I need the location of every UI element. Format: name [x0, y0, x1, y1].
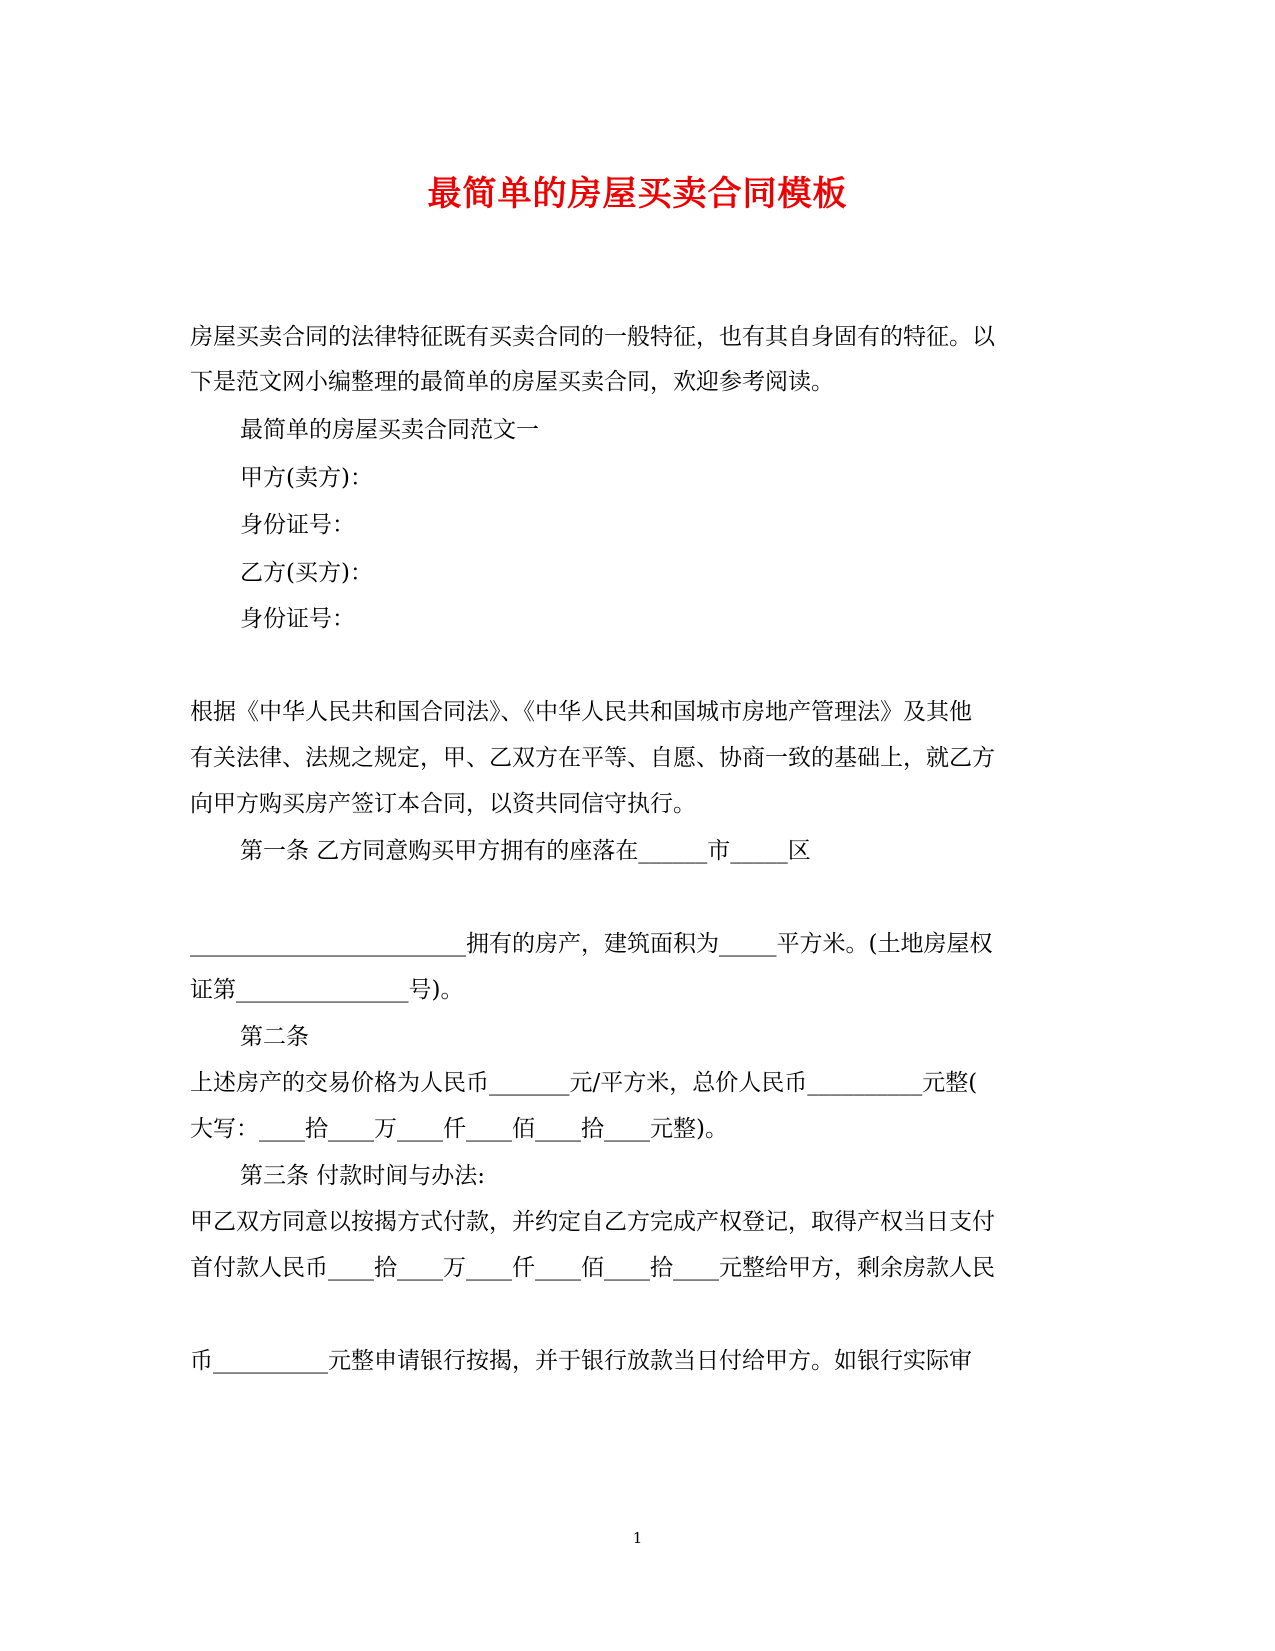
page-number: 1 — [632, 1529, 643, 1547]
paragraph-line: 向甲方购买房产签订本合同，以资共同信守执行。 — [190, 791, 696, 817]
paragraph-line: 证第_______________号)。 — [190, 977, 464, 1003]
article-one: 第一条 乙方同意购买甲方拥有的座落在______市_____区 — [240, 838, 811, 864]
article-two: 第二条 — [240, 1024, 309, 1050]
paragraph-line: 甲乙双方同意以按揭方式付款，并约定自乙方完成产权登记，取得产权当日支付 — [190, 1209, 995, 1235]
paragraph-line: 下是范文网小编整理的最简单的房屋买卖合同，欢迎参考阅读。 — [190, 369, 834, 395]
paragraph-line: 根据《中华人民共和国合同法》、《中华人民共和国城市房地产管理法》及其他 — [190, 699, 972, 725]
article-three: 第三条 付款时间与办法: — [240, 1163, 486, 1189]
paragraph-line: 首付款人民币____拾____万____仟____佰____拾____元整给甲方，剩余房款人民 — [190, 1255, 995, 1281]
paragraph-line: 币__________元整申请银行按揭，并于银行放款当日付给甲方。如银行实际审 — [190, 1348, 972, 1374]
id-number-label: 身份证号： — [240, 606, 355, 632]
paragraph-line: 上述房产的交易价格为人民币_______元/平方米，总价人民币__________元整( — [190, 1070, 978, 1096]
section-heading: 最简单的房屋买卖合同范文一 — [240, 417, 539, 443]
paragraph-line: 房屋买卖合同的法律特征既有买卖合同的一般特征，也有其自身固有的特征。以 — [190, 324, 995, 350]
id-number-label: 身份证号： — [240, 512, 355, 538]
party-b-label: 乙方(买方)： — [240, 560, 373, 586]
party-a-label: 甲方(卖方)： — [240, 465, 373, 491]
document-title: 最简单的房屋买卖合同模板 — [427, 174, 848, 214]
paragraph-line: ________________________拥有的房产，建筑面积为_____平方米。(土地房屋权 — [190, 931, 993, 957]
paragraph-line: 大写：____拾____万____仟____佰____拾____元整)。 — [190, 1116, 728, 1142]
paragraph-line: 有关法律、法规之规定，甲、乙双方在平等、自愿、协商一致的基础上，就乙方 — [190, 745, 995, 771]
